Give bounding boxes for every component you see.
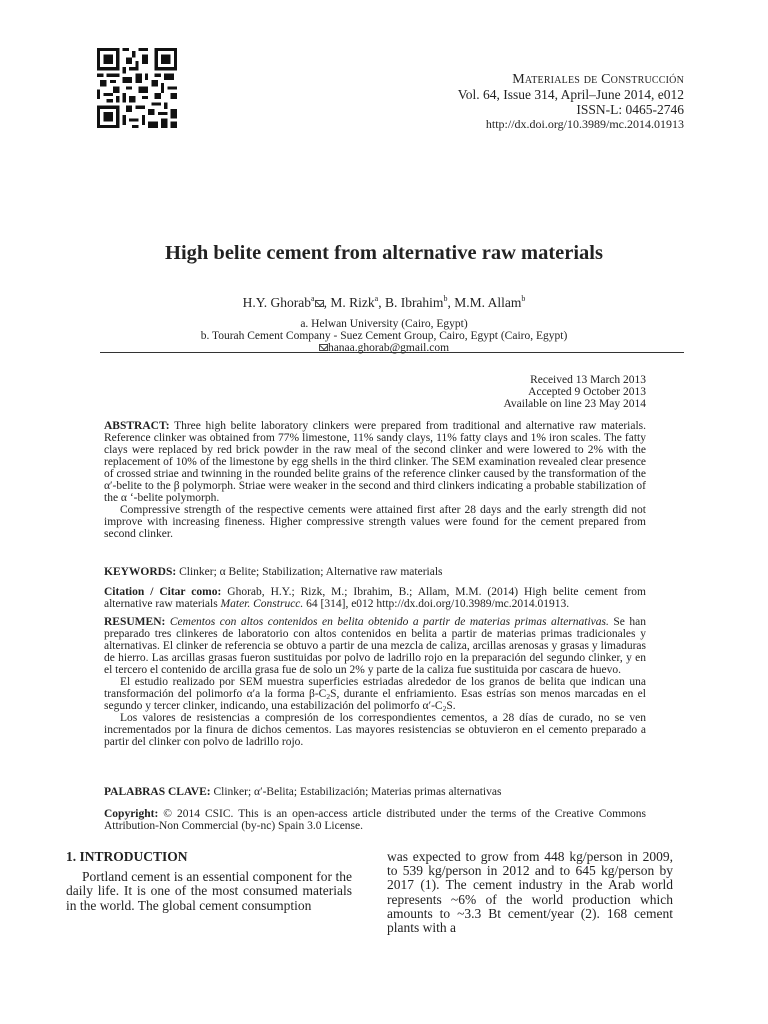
- journal-name: Materiales de Construcción: [512, 72, 684, 87]
- body-column-left: [66, 850, 352, 913]
- palabras-label: PALABRAS CLAVE:: [104, 786, 211, 798]
- affiliation-a: a. Helwan University (Cairo, Egypt): [300, 318, 468, 330]
- body-column-right: [387, 850, 673, 935]
- resumen-title: Cementos con altos contenidos en belita obtenido a partir de materias primas alternativas.: [169, 616, 609, 628]
- author-name: M. Rizk: [330, 295, 375, 310]
- keywords-text: Clinker; α Belite; Stabilization; Alternative raw materials: [179, 566, 443, 578]
- mail-icon: [319, 344, 328, 351]
- keywords: [104, 566, 646, 578]
- affiliation-b: b. Tourah Cement Company - Suez Cement Group, Cairo, Egypt (Cairo, Egypt): [200, 330, 568, 342]
- journal-volume: Vol. 64, Issue 314, April–June 2014, e012: [457, 87, 684, 102]
- author-affiliation-mark: a: [374, 294, 379, 303]
- section-heading: 1. INTRODUCTION: [66, 849, 188, 864]
- palabras-clave: [104, 786, 646, 798]
- author-affiliation-mark: a: [311, 294, 315, 303]
- header-divider: [100, 352, 684, 353]
- citation-doi[interactable]: 64 [314], e012 http://dx.doi.org/10.3989/mc.2014.01913.: [306, 598, 570, 610]
- author-separator: ,: [323, 295, 331, 310]
- intro-paragraph-left: Portland cement is an essential component for the daily life. It is one of the most consumed materials in the world. The global cement consumption: [66, 869, 352, 913]
- intro-paragraph-right: was expected to grow from 448 kg/person in 2009, to 539 kg/person in 2012 and to 645 kg/person by 2017 (1). The cement industry in the Arab world represents ~6% of the world production which amounts to ~3.3 Bt cement/year (2). 168 cement plants with a: [387, 849, 673, 936]
- journal-header: [458, 72, 684, 132]
- citation: [104, 586, 646, 610]
- journal-doi-link[interactable]: http://dx.doi.org/10.3989/mc.2014.01913: [485, 117, 684, 131]
- author-list: [0, 294, 768, 311]
- online-date: Available on line 23 May 2014: [503, 398, 646, 410]
- author-separator: ,: [447, 295, 455, 310]
- abstract-label: ABSTRACT:: [104, 420, 170, 432]
- author-affiliation-mark: b: [521, 294, 526, 303]
- affiliations: [0, 318, 768, 354]
- qr-code: [97, 48, 177, 128]
- citation-journal: Mater. Construcc.: [220, 598, 304, 610]
- resumen-paragraph-1: Se han preparado tres clinkeres de laboratorio con altos contenidos en belita a partir de materias primas tradicionales y alternativas. El clinker de referencia se obtuvo a partir de una mezcla de caliza, arcillas arenosas y grasas y limaduras de hierro. Las arcillas grasas fueron sustituidas por polvo de ladrillo rojo en la preparación del segundo clinker, y en el tercero el contenido de arcilla grasa fue de solo un 2% y parte de la caliza fue sustituida por cascara de huevo.: [104, 616, 647, 676]
- abstract-paragraph-1: Three high belite laboratory clinkers were prepared from traditional and alternative raw materials. Reference clinker was obtained from 77% limestone, 11% sandy clays, 11% fatty clays and 1% iron scales. The fatty clays were replaced by red brick powder in the raw meal of the second clinker and were lowered to 2% with the replacement of 10% of the limestone by egg shells in the third clinker. The SEM examination revealed clear presence of crossed striae and twinning in the rounded belite grains of the reference clinker caused by the transformation of the α′-belite to the β polymorph. Striae were weaker in the second and third clinkers indicating a probable stabilization of the α ‘-belite polymorph.: [104, 420, 646, 504]
- author-name: B. Ibrahim: [384, 295, 444, 310]
- keywords-label: KEYWORDS:: [104, 566, 177, 578]
- journal-issn: ISSN-L: 0465-2746: [576, 102, 684, 117]
- resumen-paragraph-2: El estudio realizado por SEM muestra superficies estriadas alrededor de los granos de belita que indican una transformación del polimorfo α′a la forma $\beta-C_2S$, durante el enfriamiento. Esas estrías son menos marcadas en el segundo y tercer clinker, indicando, una estabilización del polimorfo $\alpha'-C_2S$.: [104, 676, 646, 713]
- mail-icon[interactable]: [315, 300, 324, 307]
- abstract-paragraph-2: Compressive strength of the respective cements were attained first after 28 days and the early strength did not improve with increasing fineness. Higher compressive strength values were found for the cement prepared from second clinker.: [104, 504, 646, 540]
- author-separator: ,: [378, 295, 385, 310]
- author-name: H.Y. Ghorab: [242, 295, 312, 310]
- copyright-text: © 2014 CSIC. This is an open-access article distributed under the terms of the Creative Commons Attribution-Non Commercial (by-nc) Spain 3.0 License.: [104, 808, 647, 832]
- resumen-paragraph-3: Los valores de resistencias a compresión de los correspondientes cementos, a 28 días de curado, no se ven incrementados por la finura de dichos cementos. Las mayores resistencias se obtuvieron en el cemento preparado a partir del clinker con polvo de ladrillo rojo.: [104, 712, 646, 748]
- abstract: [104, 420, 646, 540]
- paper-title: High belite cement from alternative raw materials: [165, 242, 603, 264]
- palabras-text: Clinker; α′-Belita; Estabilización; Materias primas alternativas: [213, 786, 502, 798]
- resumen: [104, 616, 646, 748]
- resumen-label: RESUMEN:: [104, 616, 166, 628]
- copyright-label: Copyright:: [104, 808, 159, 820]
- citation-text: Ghorab, H.Y.; Rizk, M.; Ibrahim, B.; Allam, M.M. (2014) High belite cement from alternative raw materials: [104, 586, 647, 610]
- author-affiliation-mark: b: [443, 294, 448, 303]
- copyright: [104, 808, 646, 832]
- article-dates: [503, 374, 646, 410]
- received-date: Received 13 March 2013: [530, 374, 646, 386]
- email-link[interactable]: hanaa.ghorab@gmail.com: [327, 342, 450, 354]
- author-name: M.M. Allam: [454, 295, 522, 310]
- citation-label: Citation / Citar como:: [104, 586, 222, 598]
- accepted-date: Accepted 9 October 2013: [528, 386, 646, 398]
